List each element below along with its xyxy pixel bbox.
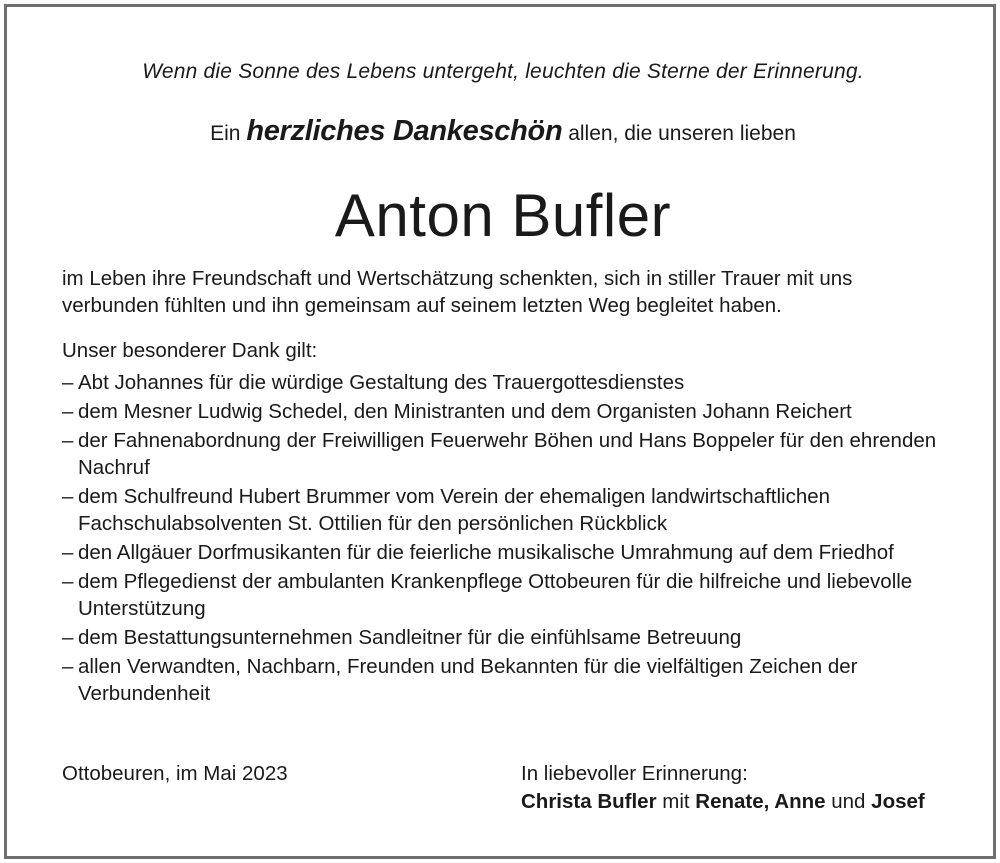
signatory-2: Renate, Anne: [695, 790, 826, 813]
dash: –: [62, 541, 74, 564]
special-thanks-heading: Unser besonderer Dank gilt:: [62, 339, 318, 362]
list-item-text: allen Verwandten, Nachbarn, Freunden und Bekannten für die vielfältigen Zeichen der Verbundenheit: [78, 655, 858, 705]
list-item: [62, 653, 942, 707]
dash: –: [62, 485, 74, 508]
list-item-text: der Fahnenabordnung der Freiwilligen Feuerwehr Böhen und Hans Boppeler für den ehrenden Nachruf: [78, 429, 937, 479]
list-item-text: dem Bestattungsunternehmen Sandleitner für die einfühlsame Betreuung: [78, 626, 742, 649]
list-item-text: Abt Johannes für die würdige Gestaltung des Trauergottesdienstes: [78, 371, 685, 394]
signatory-3: Josef: [871, 790, 925, 813]
list-item: [62, 568, 942, 622]
dash: –: [62, 400, 74, 423]
thanks-prefix: Ein: [210, 122, 241, 145]
list-item-text: den Allgäuer Dorfmusikanten für die feierliche musikalische Umrahmung auf dem Friedhof: [78, 541, 894, 564]
intro-paragraph: [62, 265, 942, 319]
dash: –: [62, 570, 74, 593]
thanks-line: [7, 115, 999, 148]
list-item: [62, 539, 942, 566]
signatories: [521, 788, 925, 816]
list-item: [62, 483, 942, 537]
list-item-text: dem Mesner Ludwig Schedel, den Ministranten und dem Organisten Johann Reichert: [78, 400, 852, 423]
intro-line-1: im Leben ihre Freundschaft und Wertschätzung schenkten, sich in stiller Trauer mit uns: [62, 267, 853, 290]
dash: –: [62, 371, 74, 394]
place-date: Ottobeuren, im Mai 2023: [62, 762, 288, 785]
list-item-text: dem Schulfreund Hubert Brummer vom Verein der ehemaligen landwirtschaftlichen Fachschulabsolventen St. Ottilien für den persönlichen Rückblick: [78, 485, 831, 535]
list-item: [62, 624, 942, 651]
thanks-bold: herzliches Dankeschön: [246, 115, 563, 147]
dash: –: [62, 655, 74, 678]
closing-line: In liebevoller Erinnerung:: [521, 762, 748, 785]
notice-frame: [4, 4, 996, 859]
list-item: [62, 369, 942, 396]
dash: –: [62, 626, 74, 649]
list-item: [62, 398, 942, 425]
intro-line-2: verbunden fühlten und ihn gemeinsam auf seinem letzten Weg begleitet haben.: [62, 294, 782, 317]
motto: Wenn die Sonne des Lebens untergeht, leuchten die Sterne der Erinnerung.: [142, 60, 864, 83]
signatory-1: Christa Bufler: [521, 790, 657, 813]
signature-block: [521, 760, 925, 816]
thanks-suffix: allen, die unseren lieben: [568, 122, 796, 145]
list-item-text: dem Pflegedienst der ambulanten Krankenpflege Ottobeuren für die hilfreiche und liebevolle Unterstützung: [78, 570, 913, 620]
notice-content: [7, 7, 999, 862]
word-mit: mit: [662, 790, 690, 813]
thanks-list: [62, 369, 942, 709]
word-und: und: [831, 790, 866, 813]
deceased-name: Anton Bufler: [334, 182, 672, 249]
list-item: [62, 427, 942, 481]
dash: –: [62, 429, 74, 452]
